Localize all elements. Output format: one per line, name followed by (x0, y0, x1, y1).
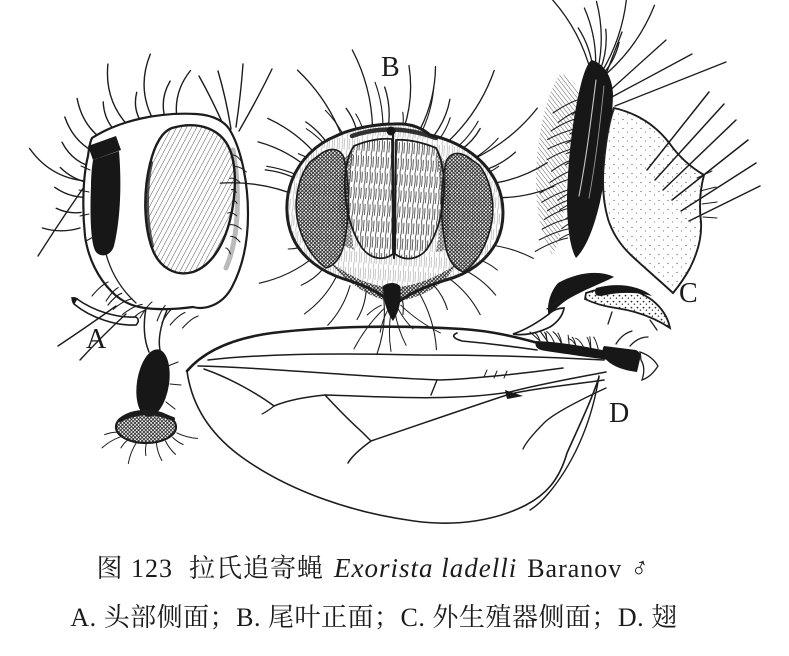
head-lateral-drawing (30, 54, 272, 464)
M-bend-spur (262, 406, 274, 414)
caption-title-line (0, 548, 748, 585)
vein-R4-5 (198, 366, 563, 380)
vein-R2-3 (208, 354, 604, 360)
vein-A1 (523, 388, 606, 449)
panel-label-c: C (679, 278, 698, 309)
costa (187, 327, 538, 371)
apical-bristle-fan (552, 0, 654, 74)
wing-drawing (187, 327, 658, 523)
hook-white-claw (513, 308, 564, 335)
wing-margin (187, 371, 599, 523)
caption-author: Baranov (527, 554, 623, 583)
figure-caption (0, 548, 748, 634)
caption-latin-name: Exorista ladelli (333, 553, 518, 583)
vein-R1 (454, 333, 537, 350)
caption-chinese-name: 拉氏追寄蝇 (188, 554, 324, 583)
panel-label-a: A (86, 324, 107, 355)
panel-label-b: B (381, 52, 400, 83)
caption-parts-line: A. 头部侧面；B. 尾叶正面；C. 外生殖器侧面；D. 翅 (70, 603, 678, 632)
crossvein-dm-cu (325, 395, 371, 441)
palpus (132, 347, 174, 419)
crossvein-r-m (431, 380, 437, 395)
vein-CuA1 (348, 380, 604, 463)
labella (116, 411, 176, 443)
median-seam (393, 135, 394, 258)
panel-label-d: D (609, 398, 630, 429)
proboscis-stalk (144, 308, 167, 352)
tegula (603, 346, 641, 372)
caption-figure-number: 图 123 (96, 554, 173, 583)
apical-knob (387, 127, 396, 136)
cerci-frontal-drawing (220, 50, 554, 354)
male-symbol: ♂ (626, 550, 656, 586)
gonite-hooks (513, 273, 670, 335)
plate-stipple (603, 108, 704, 293)
genitalia-lateral-drawing (513, 0, 760, 335)
